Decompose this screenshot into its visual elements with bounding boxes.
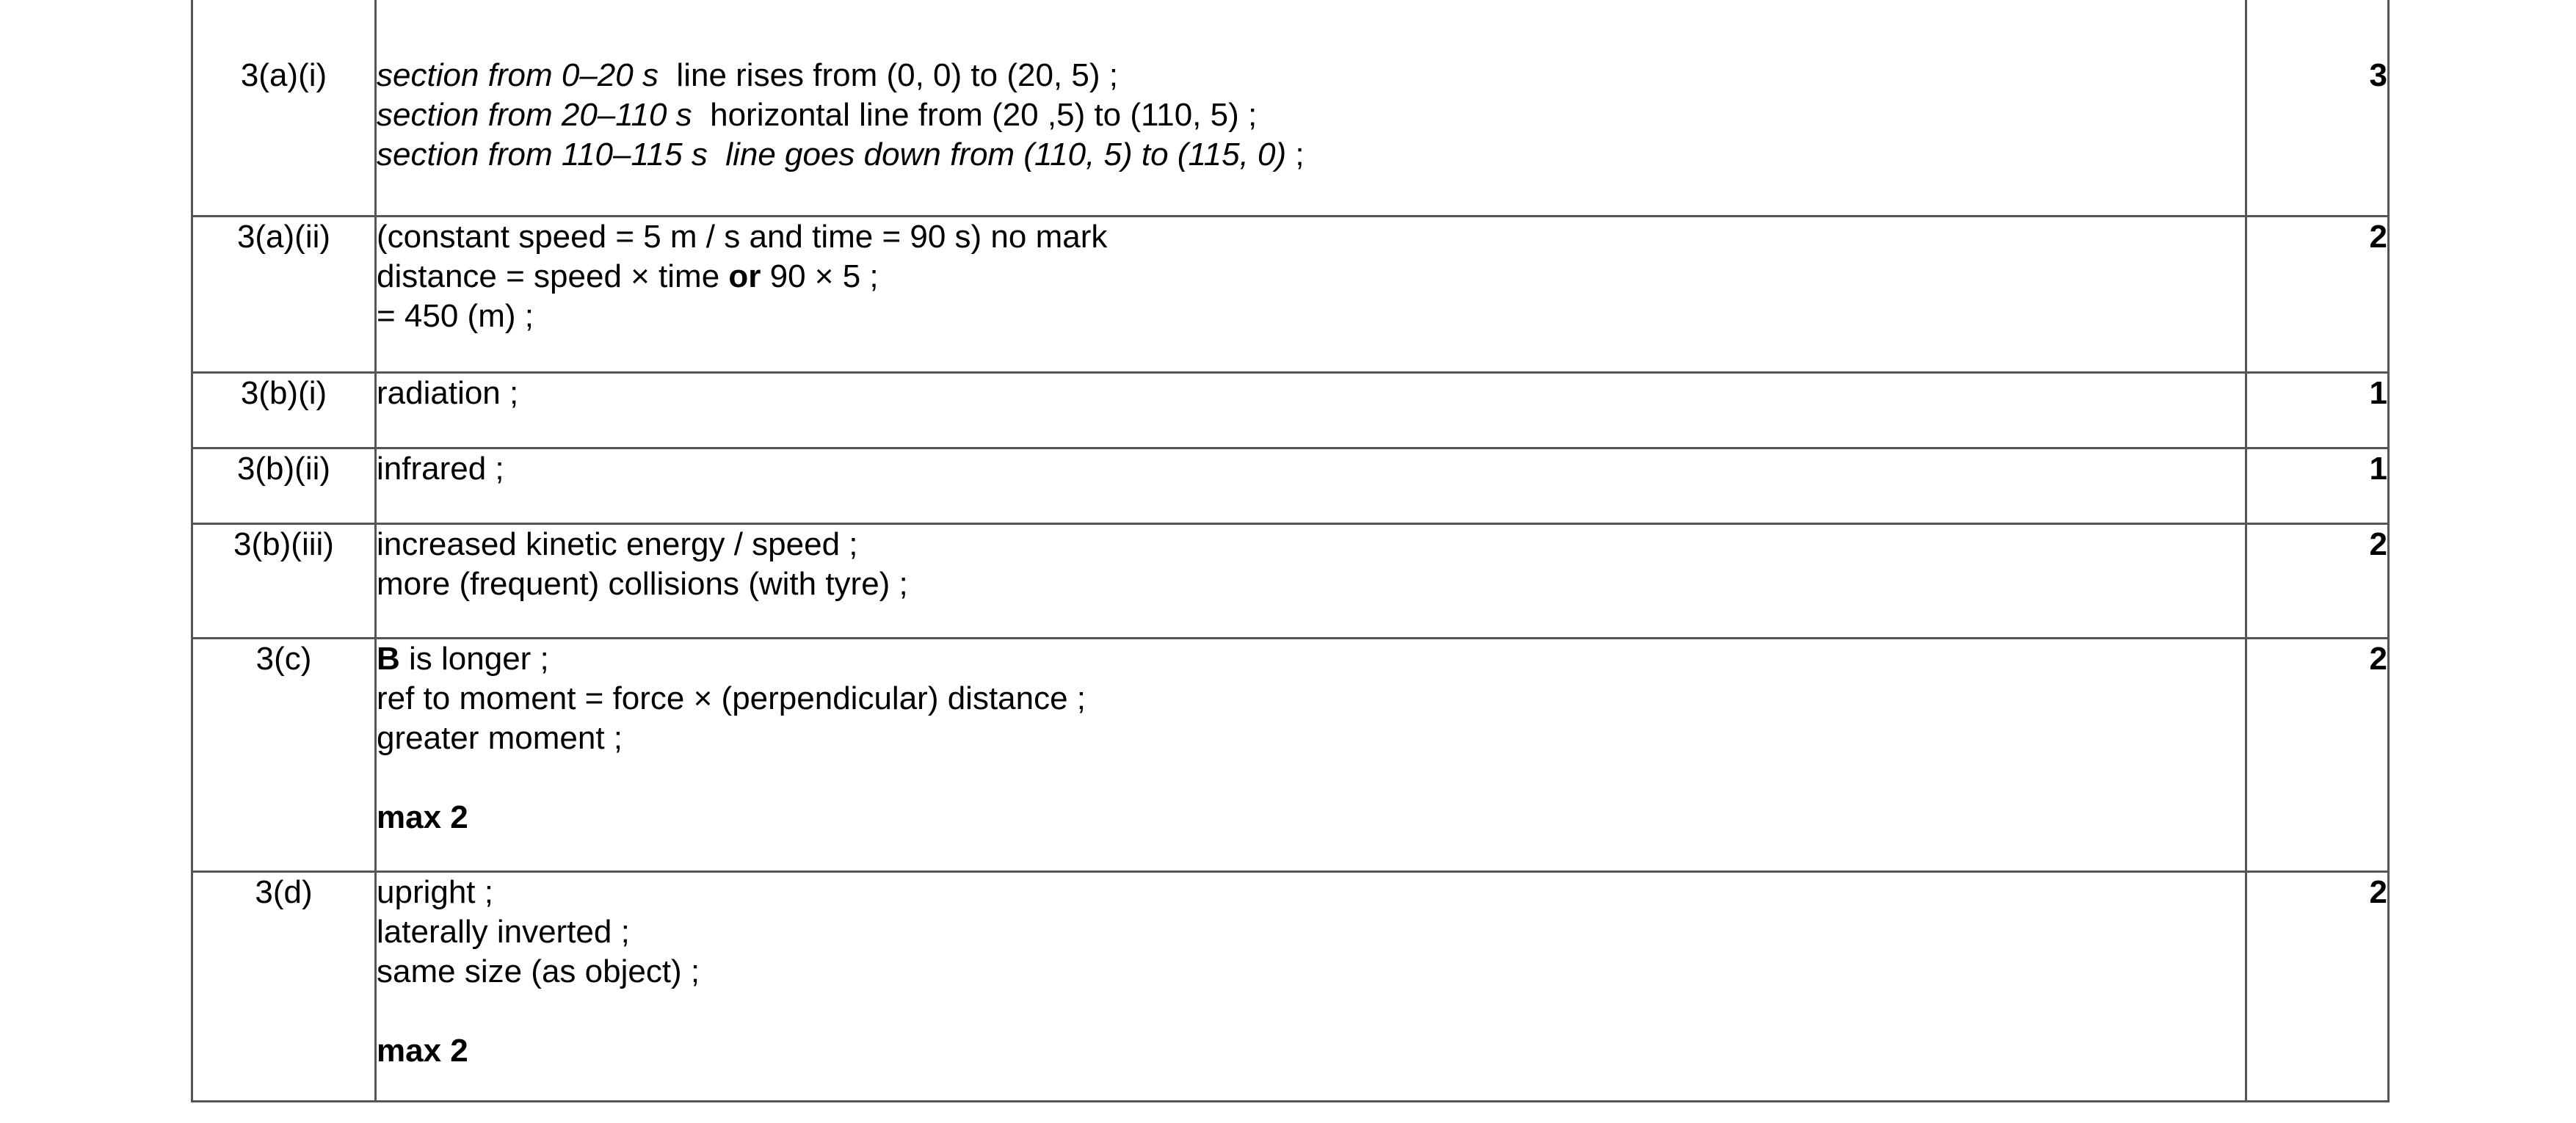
answer-text: is longer ; <box>399 641 549 677</box>
question-number: 3(a)(ii) <box>192 217 376 373</box>
answer-bold-text: or <box>728 258 761 294</box>
answer-line: laterally inverted ; <box>377 914 630 950</box>
marks-value: 3 <box>2246 0 2389 217</box>
question-number: 3(c) <box>192 639 376 872</box>
answer-line: (constant speed = 5 m / s and time = 90 s) no mark <box>377 219 1108 255</box>
answer-text: 90 × 5 ; <box>761 258 879 294</box>
answer-cell <box>376 639 2246 872</box>
marks-value: 2 <box>2246 639 2389 872</box>
answer-text: line rises from (0, 0) to (20, 5) ; <box>658 57 1118 93</box>
answer-text: distance = speed × time <box>377 258 729 294</box>
answer-cell <box>376 872 2246 1102</box>
answer-cell <box>376 448 2246 524</box>
question-number: 3(b)(i) <box>192 373 376 448</box>
answer-line <box>377 257 2245 297</box>
answer-line: upright ; <box>377 874 493 910</box>
table-row <box>192 448 2389 524</box>
answer-cell <box>376 524 2246 639</box>
answer-cell <box>376 373 2246 448</box>
table-row <box>192 524 2389 639</box>
table-row <box>192 639 2389 872</box>
answer-line: same size (as object) ; <box>377 953 700 989</box>
table-row <box>192 0 2389 217</box>
table-row <box>192 373 2389 448</box>
question-number: 3(a)(i) <box>192 0 376 217</box>
table-row <box>192 217 2389 373</box>
answer-text: ; <box>1286 137 1305 172</box>
answer-bold-text: B <box>377 641 400 677</box>
max-marks-note: max 2 <box>377 1033 468 1069</box>
question-number: 3(d) <box>192 872 376 1102</box>
answer-text: horizontal line from (20 ,5) to (110, 5) ; <box>692 97 1258 133</box>
answer-cell <box>376 217 2246 373</box>
answer-line <box>377 135 2245 175</box>
max-marks-note: max 2 <box>377 799 468 835</box>
mark-scheme-table <box>191 0 2390 1102</box>
answer-cell <box>376 0 2246 217</box>
marks-value: 1 <box>2246 448 2389 524</box>
answer-italic-text: section from 0–20 s <box>377 57 658 93</box>
answer-line: greater moment ; <box>377 720 623 756</box>
answer-line: infrared ; <box>377 451 504 487</box>
marks-value: 2 <box>2246 524 2389 639</box>
answer-line: increased kinetic energy / speed ; <box>377 526 858 562</box>
question-number: 3(b)(iii) <box>192 524 376 639</box>
answer-line: ref to moment = force × (perpendicular) distance ; <box>377 680 1086 716</box>
spacer <box>377 992 2245 1031</box>
answer-italic-text: section from 110–115 s line goes down from (110, 5) to (115, 0) <box>377 137 1287 172</box>
spacer <box>377 758 2245 798</box>
answer-line: radiation ; <box>377 375 519 411</box>
answer-line: more (frequent) collisions (with tyre) ; <box>377 566 908 602</box>
answer-italic-text: section from 20–110 s <box>377 97 692 133</box>
answer-line <box>377 639 2245 679</box>
marks-value: 2 <box>2246 217 2389 373</box>
answer-line: = 450 (m) ; <box>377 298 534 334</box>
answer-line <box>377 56 2245 95</box>
marks-value: 2 <box>2246 872 2389 1102</box>
answer-line <box>377 95 2245 135</box>
question-number: 3(b)(ii) <box>192 448 376 524</box>
marks-value: 1 <box>2246 373 2389 448</box>
table-row <box>192 872 2389 1102</box>
